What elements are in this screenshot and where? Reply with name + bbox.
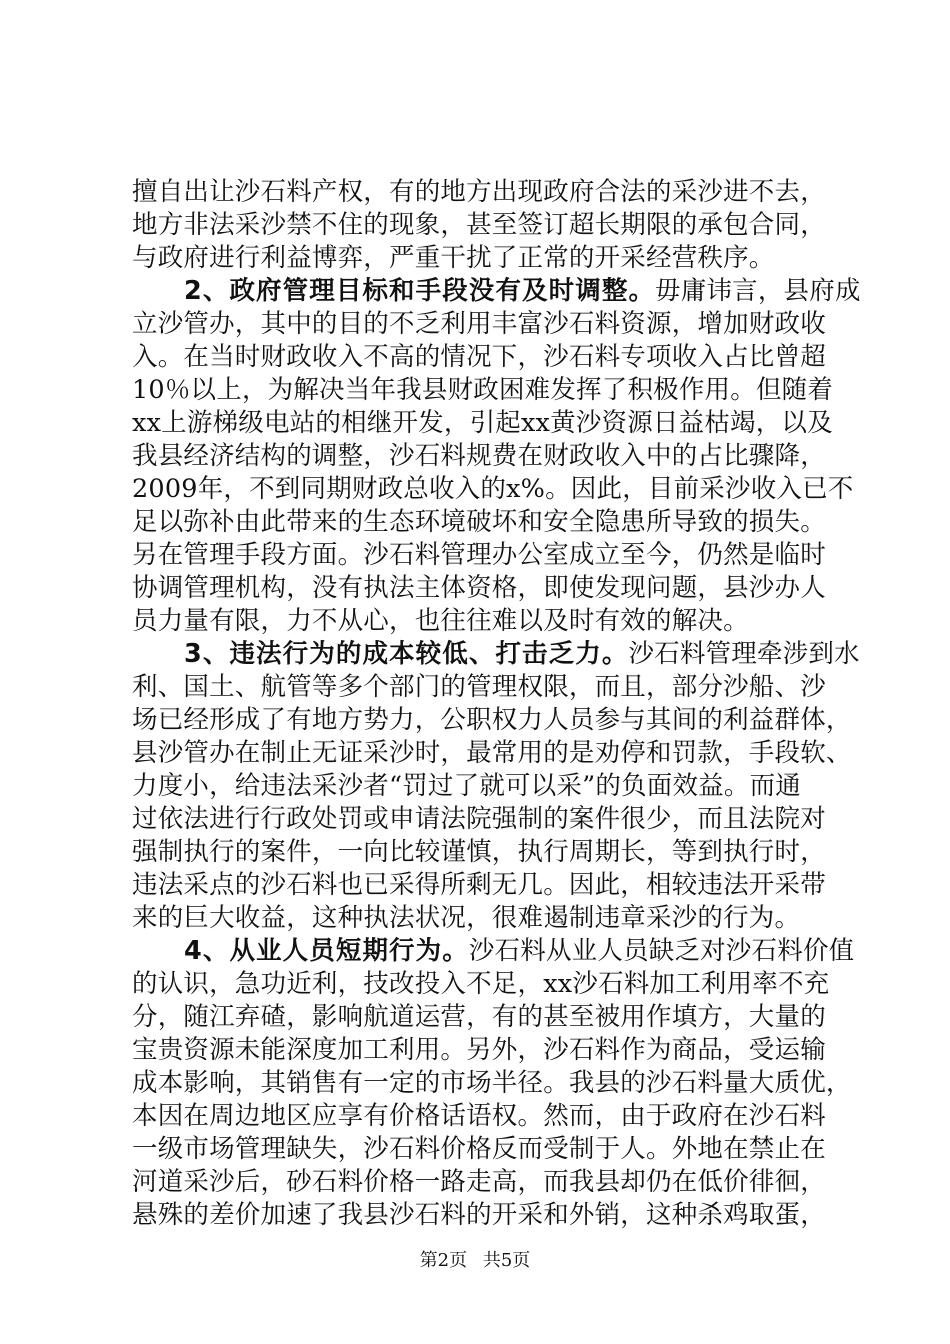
text-line: 违法采点的沙石料也已采得所剩无几。因此，相较违法开采带 xyxy=(132,870,826,900)
text-line: 场已经形成了有地方势力，公职权力人员参与其间的利益群体， xyxy=(132,705,852,735)
text-line: 10％以上，为解决当年我县财政困难发挥了积极作用。但随着 xyxy=(132,375,834,405)
text-span: 沙石料从业人员缺乏对沙石料价值 xyxy=(468,936,855,966)
text-span: 毋庸讳言，县府成 xyxy=(655,276,861,306)
section-heading: 2、政府管理目标和手段没有及时调整。 xyxy=(184,276,656,306)
text-line xyxy=(132,935,855,968)
text-line: 成本影响，其销售有一定的市场半径。我县的沙石料量大质优， xyxy=(132,1068,852,1098)
text-line: 过依法进行行政处罚或申请法院强制的案件很少，而且法院对 xyxy=(132,804,826,834)
page-total: 共5页 xyxy=(482,1250,531,1271)
text-line: 协调管理机构，没有执法主体资格，即使发现问题，县沙办人 xyxy=(132,573,826,603)
text-span: 沙石料管理牵涉到水 xyxy=(628,639,860,669)
text-line: 本因在周边地区应享有价格话语权。然而，由于政府在沙石料 xyxy=(132,1101,826,1131)
text-line: 地方非法采沙禁不住的现象，甚至签订超长期限的承包合同， xyxy=(132,210,826,240)
text-line: 与政府进行利益博弈，严重干扰了正常的开采经营秩序。 xyxy=(132,243,775,273)
text-line: 宝贵资源未能深度加工利用。另外，沙石料作为商品，受运输 xyxy=(132,1035,826,1065)
text-line: 河道采沙后，砂石料价格一路走高，而我县却仍在低价徘徊， xyxy=(132,1167,826,1197)
text-line: 足以弥补由此带来的生态环境破坏和安全隐患所导致的损失。 xyxy=(132,507,826,537)
section-heading: 3、违法行为的成本较低、打击乏力。 xyxy=(184,639,629,669)
page-footer xyxy=(0,1250,950,1272)
text-line: 悬殊的差价加速了我县沙石料的开采和外销，这种杀鸡取蛋， xyxy=(132,1200,826,1230)
body-text xyxy=(132,176,861,1232)
text-line: 利、国土、航管等多个部门的管理权限，而且，部分沙船、沙 xyxy=(132,672,826,702)
text-line: 强制执行的案件，一向比较谨慎，执行周期长，等到执行时， xyxy=(132,837,826,867)
text-line: 我县经济结构的调整，沙石料规费在财政收入中的占比骤降， xyxy=(132,441,826,471)
text-line: 另在管理手段方面。沙石料管理办公室成立至今，仍然是临时 xyxy=(132,540,826,570)
text-line xyxy=(132,275,861,308)
text-line: 的认识，急功近利，技改投入不足，xx沙石料加工利用率不充 xyxy=(132,969,830,999)
text-line: 力度小，给违法采沙者“罚过了就可以采”的负面效益。而通 xyxy=(132,771,801,801)
text-line: 县沙管办在制止无证采沙时，最常用的是劝停和罚款，手段软、 xyxy=(132,738,852,768)
text-line: 立沙管办，其中的目的不乏利用丰富沙石料资源，增加财政收 xyxy=(132,309,826,339)
text-line: 一级市场管理缺失，沙石料价格反而受制于人。外地在禁止在 xyxy=(132,1134,826,1164)
section-heading: 4、从业人员短期行为。 xyxy=(184,936,469,966)
text-line xyxy=(132,638,860,671)
text-line: 2009年，不到同期财政总收入的x%。因此，目前采沙收入已不 xyxy=(132,474,854,504)
text-line: 分，随江弃碴，影响航道运营，有的甚至被用作填方，大量的 xyxy=(132,1002,826,1032)
page-number: 第2页 xyxy=(419,1250,468,1271)
text-line: 员力量有限，力不从心，也往往难以及时有效的解决。 xyxy=(132,606,749,636)
text-line: 擅自出让沙石料产权，有的地方出现政府合法的采沙进不去， xyxy=(132,177,826,207)
text-line: xx上游梯级电站的相继开发，引起xx黄沙资源日益枯竭，以及 xyxy=(132,408,833,438)
text-line: 来的巨大收益，这种执法状况，很难遏制违章采沙的行为。 xyxy=(132,903,801,933)
text-line: 入。在当时财政收入不高的情况下，沙石料专项收入占比曾超 xyxy=(132,342,826,372)
